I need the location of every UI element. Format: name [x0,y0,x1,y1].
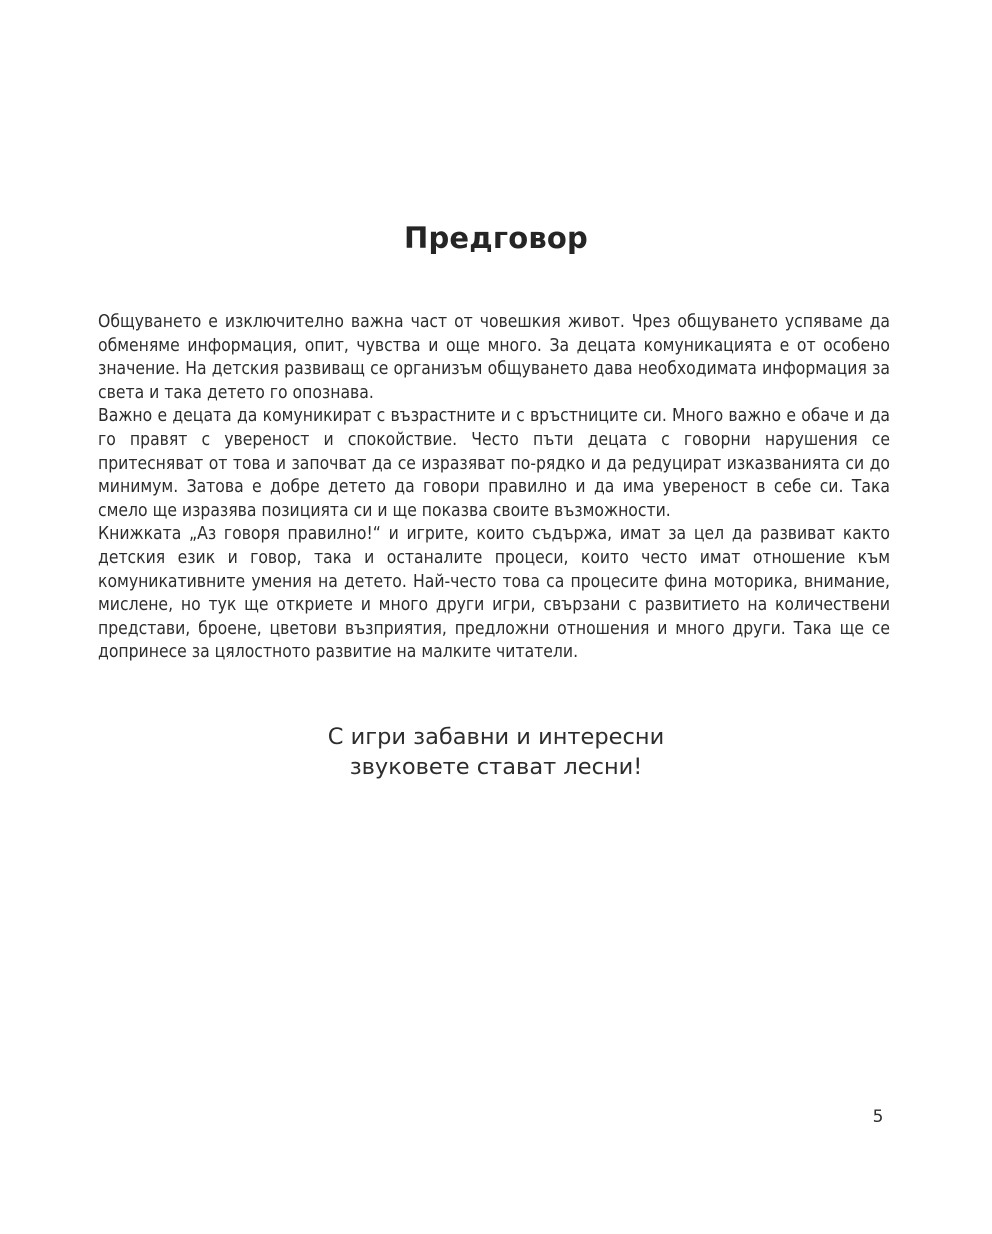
paragraph-1: Общуването е изключително важна част от човешкия живот. Чрез общуването успяваме да обменяме информация, опит, чувства и още много. За децата комуникацията е от особено значение. На детския развиващ се организъм общуването дава необходимата информация за света и така детето го опознава. [98,312,890,403]
paragraph-3: Книжката „Аз говоря правилно!“ и игрите, които съдържа, имат за цел да развиват както детския език и говор, така и останалите процеси, които често имат отношение към комуникативните умения на детето. Най-често това са процесите фина моторика, внимание, мислене, но тук ще откриете и много други игри, свързани с развитието на количествени представи, броене, цветови възприятия, предложни отношения и много други. Така ще се допринесе за цялостното развитие на малките читатели. [98,524,890,663]
body-text-block [98,311,890,665]
paragraph-2: Важно е децата да комуникират с възрастните и с връстниците си. Много важно е обаче и да го правят с увереност и спокойствие. Често пъти децата с говорни нарушения се притесняват от това и започват да се изразяват по-рядко и да редуцират изказванията си до минимум. Затова е добре детето да говори правилно и да има увереност в себе си. Така смело ще изразява позицията си и ще показва своите възможности. [98,406,890,521]
page-number: 5 [872,1107,884,1127]
verse-line-2: звуковете стават лесни! [349,754,643,780]
verse-line-1: С игри забавни и интересни [327,724,665,750]
page-title: Предговор [403,221,589,256]
verse-block [0,722,992,782]
